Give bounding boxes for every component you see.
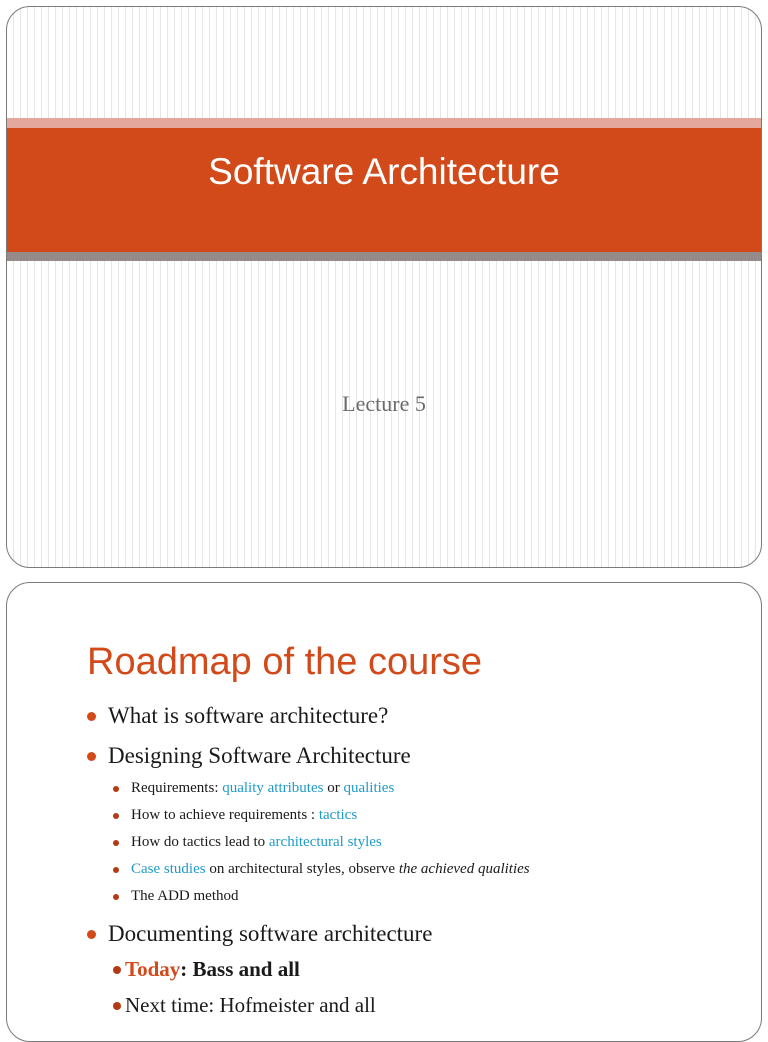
sub-bullet-item <box>113 780 394 797</box>
bullet-icon <box>87 930 96 939</box>
achieved-qualities-term: the achieved qualities <box>398 861 530 877</box>
bullet-icon <box>113 813 119 819</box>
bullet-text: What is software architecture? <box>108 703 389 728</box>
bullet-text: Designing Software Architecture <box>108 743 411 768</box>
sub-bullet-text: Requirements: quality attributes or qualities <box>131 780 395 796</box>
bullet-icon <box>87 712 96 721</box>
bullet-icon <box>113 867 119 873</box>
architectural-styles-term: architectural styles <box>268 834 382 850</box>
bullet-icon <box>113 786 119 792</box>
sub-bullet-item <box>113 861 530 878</box>
sub-bullet-text: The ADD method <box>131 888 239 904</box>
title-band-bottom-stripe <box>7 252 761 261</box>
sub-bullet-text: Case studies on architectural styles, observe the achieved qualities <box>131 861 530 877</box>
title-band-top-stripe <box>7 118 761 128</box>
bullet-icon <box>113 1002 121 1010</box>
title-band <box>7 128 761 255</box>
sub-bullet-text: Next time: Hofmeister and all <box>125 993 376 1017</box>
sub-bullet-item <box>113 993 376 1018</box>
title-slide <box>6 6 762 568</box>
today-term: Today <box>125 957 181 981</box>
quality-attributes-term: quality attributes <box>222 780 324 796</box>
slide-subtitle: Lecture 5 <box>342 391 426 416</box>
tactics-term: tactics <box>318 807 358 823</box>
bullet-icon <box>113 840 119 846</box>
bullet-text: Documenting software architecture <box>108 921 433 946</box>
roadmap-title: Roadmap of the course <box>87 641 483 683</box>
slide-title: Software Architecture <box>208 150 560 192</box>
bullet-item <box>87 743 411 769</box>
bullet-icon <box>87 752 96 761</box>
sub-bullet-item <box>113 834 382 851</box>
qualities-term: qualities <box>343 780 395 796</box>
sub-bullet-item <box>113 807 357 824</box>
sub-bullet-text: Today: Bass and all <box>125 957 300 981</box>
case-studies-term: Case studies <box>131 861 206 877</box>
sub-bullet-text: How do tactics lead to architectural styles <box>131 834 382 850</box>
bullet-item <box>87 921 432 947</box>
sub-bullet-item <box>113 888 238 905</box>
roadmap-slide <box>6 582 762 1042</box>
sub-bullet-item <box>113 957 300 982</box>
bullet-icon <box>113 966 121 974</box>
bullet-icon <box>113 894 119 900</box>
bullet-item <box>87 703 388 729</box>
sub-bullet-text: How to achieve requirements : tactics <box>131 807 358 823</box>
